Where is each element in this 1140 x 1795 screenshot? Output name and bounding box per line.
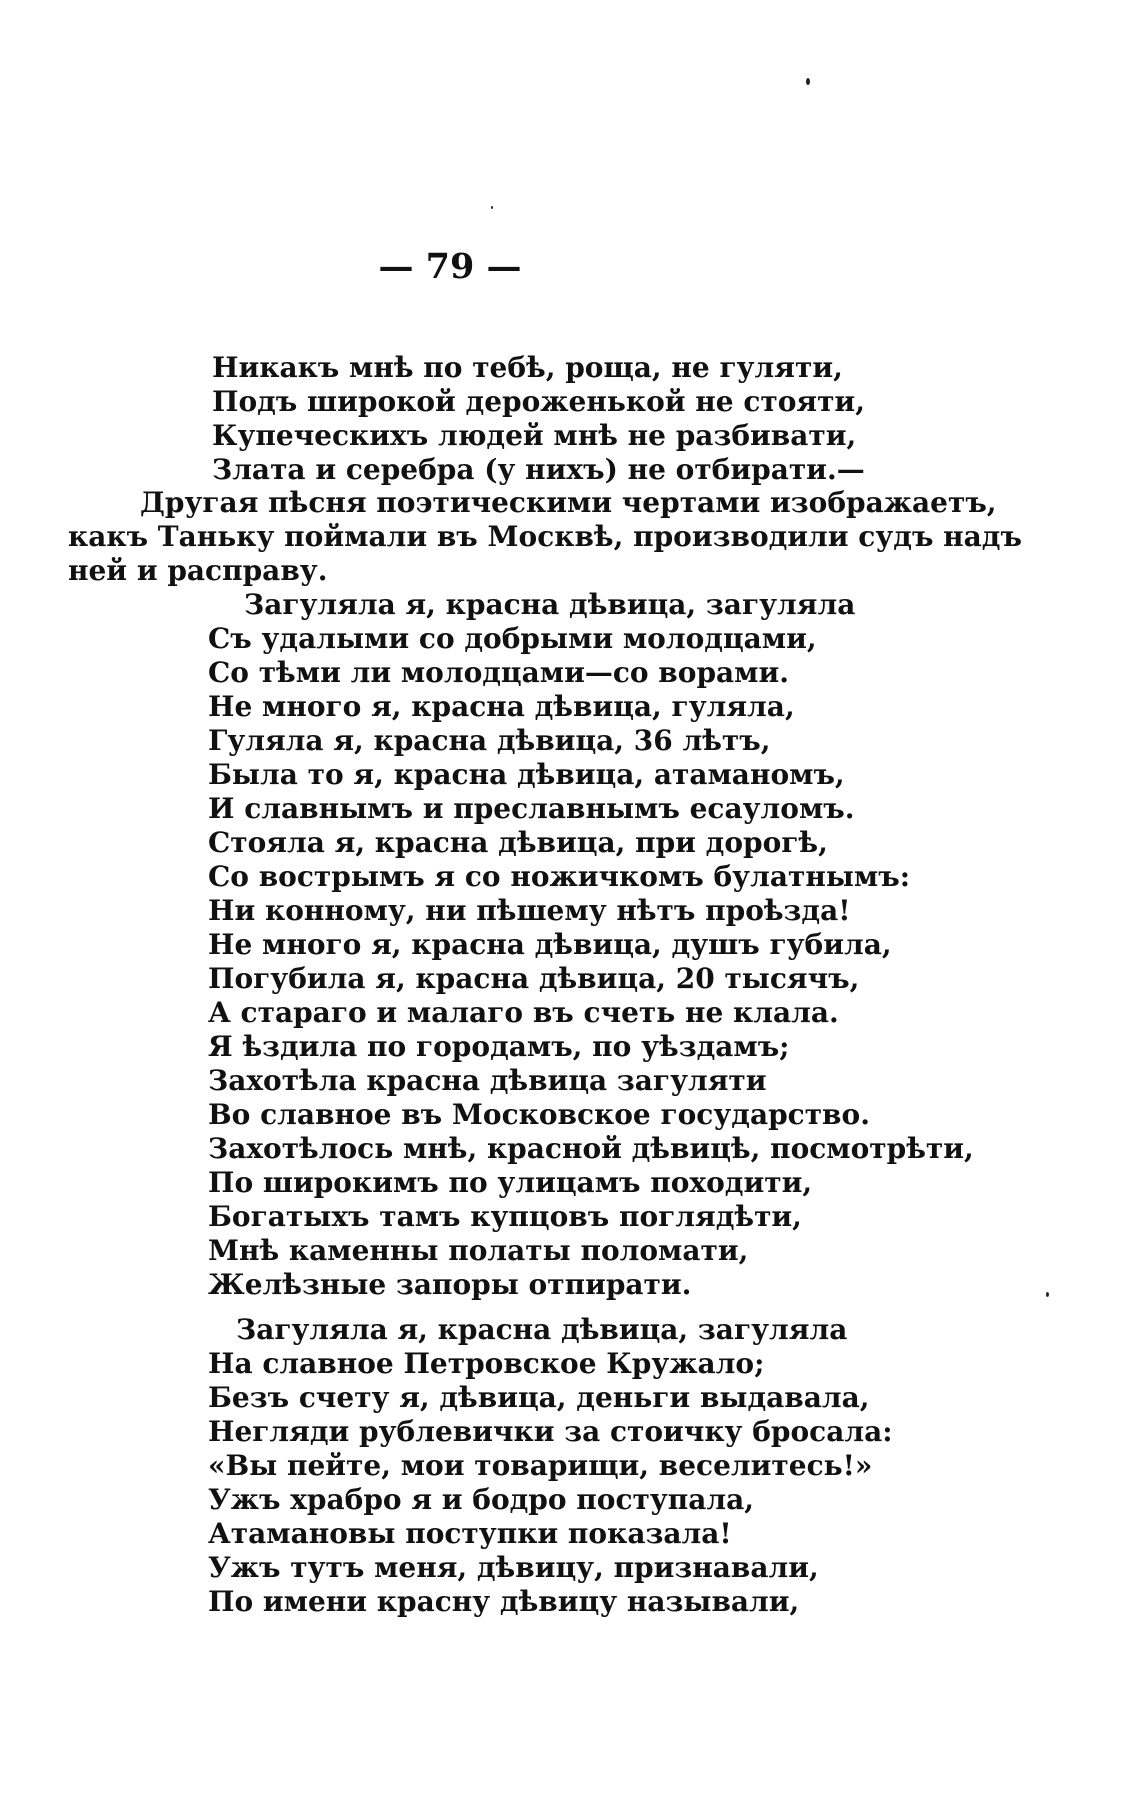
verse-line: По имени красну дѣвицу называли, bbox=[208, 1585, 800, 1618]
verse-line: А стараго и малаго въ счеть не клала. bbox=[208, 996, 839, 1029]
verse-line: Купеческихъ людей мнѣ не разбивати, bbox=[212, 419, 857, 452]
verse-line: Желѣзные запоры отпирати. bbox=[208, 1268, 692, 1301]
verse-line: Во славное въ Московское государство. bbox=[208, 1098, 870, 1131]
verse-stanza-1 bbox=[212, 351, 865, 487]
verse-line: «Вы пейте, мои товарищи, веселитесь!» bbox=[208, 1449, 873, 1482]
verse-line: На славное Петровское Кружало; bbox=[208, 1347, 765, 1380]
verse-line: Захотѣла красна дѣвица загуляти bbox=[208, 1064, 767, 1097]
scan-speck bbox=[806, 78, 810, 85]
verse-line: Я ѣздила по городамъ, по уѣздамъ; bbox=[208, 1030, 790, 1063]
verse-line: И славнымъ и преславнымъ есауломъ. bbox=[208, 792, 855, 825]
verse-line: Злата и серебра (у нихъ) не отбирати.— bbox=[212, 453, 865, 486]
verse-line: Со вострымъ я со ножичкомъ булатнымъ: bbox=[208, 860, 911, 893]
scan-speck bbox=[1046, 1292, 1049, 1297]
verse-line: Погубила я, красна дѣвица, 20 тысячъ, bbox=[208, 962, 860, 995]
verse-line: Загуляла я, красна дѣвица, загуляла bbox=[244, 588, 856, 621]
verse-line: Ужъ храбро я и бодро поступала, bbox=[208, 1483, 755, 1516]
song-stanza-1 bbox=[208, 588, 974, 1302]
prose-paragraph bbox=[68, 486, 1022, 588]
verse-line: Захотѣлось мнѣ, красной дѣвицѣ, посмотрѣти, bbox=[208, 1132, 974, 1165]
verse-line: Не много я, красна дѣвица, душъ губила, bbox=[208, 928, 892, 961]
verse-line: Была то я, красна дѣвица, атаманомъ, bbox=[208, 758, 845, 791]
verse-line: Ужъ тутъ меня, дѣвицу, признавали, bbox=[208, 1551, 819, 1584]
verse-line: Ни конному, ни пѣшему нѣтъ проѣзда! bbox=[208, 894, 851, 927]
verse-line: Съ удалыми со добрыми молодцами, bbox=[208, 622, 817, 655]
prose-line: какъ Таньку поймали въ Москвѣ, производили судъ надъ bbox=[68, 520, 1022, 553]
verse-line: Подъ широкой дероженькой не стояти, bbox=[212, 385, 865, 418]
verse-line: Безъ счету я, дѣвица, деньги выдавала, bbox=[208, 1381, 870, 1414]
page-number: — 79 — bbox=[378, 246, 522, 287]
verse-line: Атамановы поступки показала! bbox=[208, 1517, 732, 1550]
song-stanza-2 bbox=[208, 1313, 893, 1619]
prose-line: Другая пѣсня поэтическими чертами изображаетъ, bbox=[140, 486, 997, 519]
verse-line: Никакъ мнѣ по тебѣ, роща, не гуляти, bbox=[212, 351, 843, 384]
verse-line: Мнѣ каменны полаты поломати, bbox=[208, 1234, 749, 1267]
verse-line: Гуляла я, красна дѣвица, 36 лѣтъ, bbox=[208, 724, 771, 757]
verse-line: По широкимъ по улицамъ походити, bbox=[208, 1166, 813, 1199]
scan-speck bbox=[491, 206, 493, 209]
verse-line: Загуляла я, красна дѣвица, загуляла bbox=[236, 1313, 848, 1346]
verse-line: Стояла я, красна дѣвица, при дорогѣ, bbox=[208, 826, 828, 859]
verse-line: Богатыхъ тамъ купцовъ поглядѣти, bbox=[208, 1200, 802, 1233]
verse-line: Негляди рублевички за стоичку бросала: bbox=[208, 1415, 893, 1448]
verse-line: Со тѣми ли молодцами—со ворами. bbox=[208, 656, 789, 689]
verse-line: Не много я, красна дѣвица, гуляла, bbox=[208, 690, 795, 723]
prose-line: ней и расправу. bbox=[68, 554, 328, 587]
